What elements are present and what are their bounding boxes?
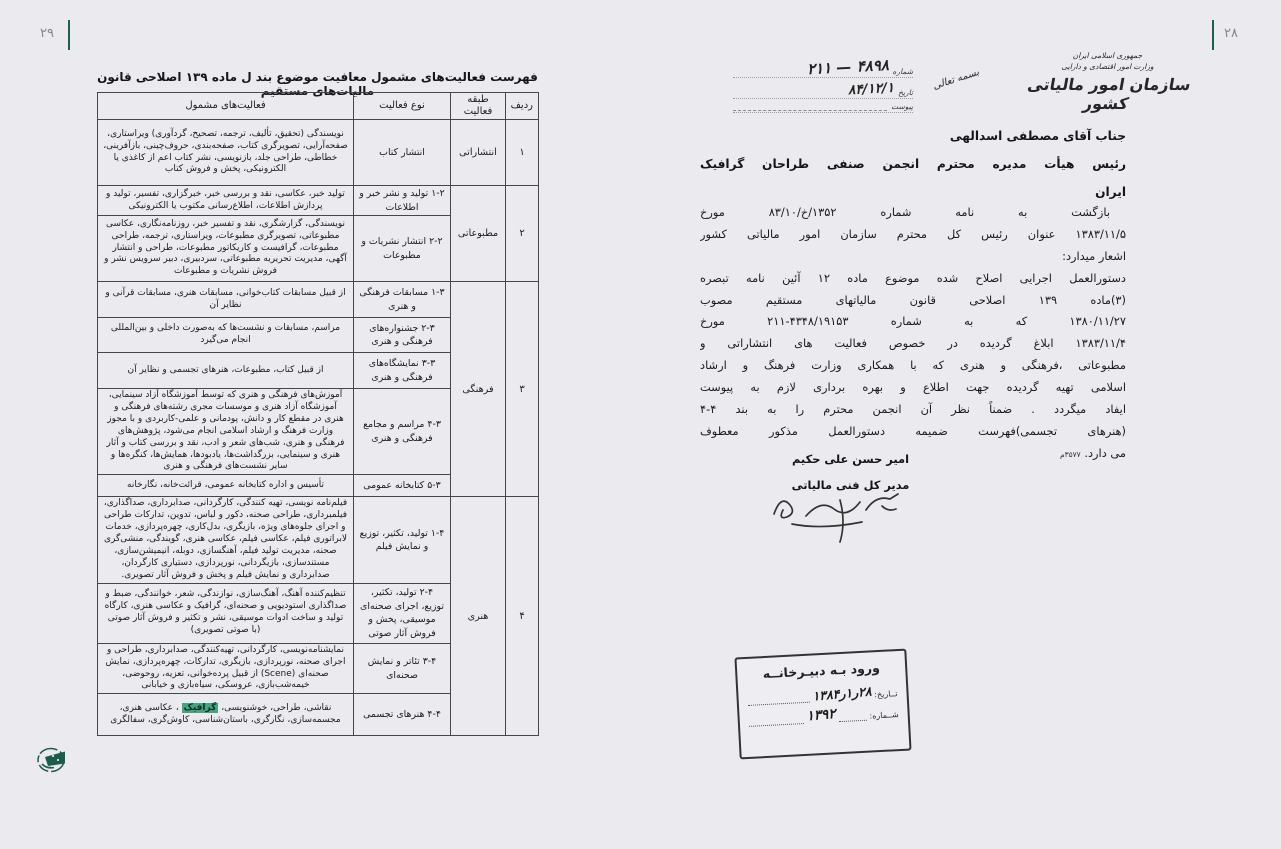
table-title: فهرست فعالیت‌های مشمول معافیت موضوع بند ل ماده ۱۳۹ اصلاحی قانون مالیات‌های مستقیم	[97, 70, 538, 98]
body-line: ایفاد میگردد . ضمناً نظر آن انجمن محترم را به بند ۴-۴	[700, 402, 1126, 417]
cell-category: فرهنگی	[451, 282, 506, 497]
margin-notation: ۳۵۷۷م	[1059, 449, 1081, 459]
stamp-date-row	[747, 683, 898, 706]
body-line	[700, 443, 1126, 465]
letterhead-organization: سازمان امور مالیاتی کشور	[1026, 75, 1193, 113]
cell-activities: مراسم، مسابقات و نشست‌ها که به‌صورت داخلی و بین‌المللی انجام می‌گیرد	[98, 318, 354, 353]
body-line: دستورالعمل اجرایی اصلاح شده موضوع ماده ۱۲ آئین نامه تبصره	[700, 270, 1126, 285]
body-line: اشعار میدارد:	[1062, 248, 1126, 263]
number-label: شماره	[892, 67, 913, 76]
type-number: ۱-۴	[430, 527, 445, 539]
body-text-part: می دارد.	[1084, 445, 1126, 460]
table-row	[98, 186, 539, 216]
cell-radif: ۴	[506, 497, 539, 736]
type-number: ۴-۳	[427, 419, 441, 431]
cell-category: مطبوعاتی	[451, 186, 506, 282]
besmeleh-calligraphy: بسمه تعالی	[931, 66, 981, 93]
body-line: ۱۳۸۳/۱۱/۴ ابلاغ گردیده در خصوص فعالیت های انتشاراتی و	[700, 336, 1126, 351]
cell-activities: آموزش‌های فرهنگی و هنری که توسط آموزشگاه آزاد سینمایی، آموزشگاه آزاد هنری و موسسات مجری رشته‌های فرهنگی و هنری در مقطع کار و دانش، پودمانی و علمی-کاربردی و با مجوز وزارت فرهنگ و ارشاد اسلامی انجام می‌شود، پژوهش‌های فرهنگی و هنری، شب‌های شعر و ادب، نقد و بررسی کتاب و آثار هنری و سینمایی، بزرگداشت‌ها، یادبودها، همایش‌ها، کنگره‌ها و سایر نشست‌های فرهنگی و هنری	[98, 389, 354, 475]
stamp-date-label: تــاریخ:	[874, 689, 898, 700]
type-title: جشنواره‌های فرهنگی و هنری	[369, 322, 433, 347]
cell-activities	[98, 694, 354, 736]
cell-radif: ۳	[506, 282, 539, 497]
cell-type	[354, 694, 451, 736]
stamp-title: ورود بـه دبیـرخانــه	[762, 659, 881, 682]
table-row	[98, 282, 539, 318]
dotted-line	[838, 714, 866, 722]
body-line: (هنرهای تجسمی)فهرست ضمیمه دستورالعمل مذکور معطوف	[700, 423, 1126, 438]
exemption-activities-table	[97, 92, 539, 736]
type-title: تولید، تکثیر، توزیع، اجرای صحنه‌ای موسیقی، پخش و فروش آثار صوتی	[360, 587, 444, 639]
left-page-number: ۲۹	[40, 26, 54, 41]
cell-activities: تنظیم‌کننده آهنگ، آهنگ‌سازی، نوازندگی، شعر، خوانندگی، ضبط و صداگذاری استودیویی و صحنه‌ای، گرافیک و عکاسی هنری، کارگاه تولید و ساخت ادوات موسیقی، نشر و تکثیر و فروش آثار صوتی (با صوتی تصویری)	[98, 583, 354, 643]
stamp-number-label: شــماره:	[869, 710, 899, 721]
cell-activities: نویسندگی (تحقیق، تألیف، ترجمه، تصحیح، گردآوری) ویراستاری، صفحه‌آرایی، تصویرگری کتاب، صفحه‌بندی، حروف‌چینی، بازآفرینی، خطاطی، طراحی جلد، بازنویسی، نشر کتاب اعم از کاغذی یا الکترونیکی، پخش و فروش کتاب	[98, 120, 354, 186]
letterhead	[1015, 50, 1200, 113]
publisher-logo-icon	[36, 744, 70, 778]
addressee-country: ایران	[1095, 185, 1126, 199]
date-label: تاریخ	[898, 88, 913, 97]
type-title: مسابقات فرهنگی و هنری	[359, 287, 429, 312]
signer-name: امیر حسن علی حکیم	[791, 452, 909, 466]
body-line: بازگشت به نامه شماره ۱۳۵۲/خ/۸۳/۱۰ مورخ	[700, 205, 1110, 219]
cell-type	[354, 475, 451, 497]
type-title: تولید و نشر خبر و اطلاعات	[359, 188, 429, 213]
letterhead-country: جمهوری اسلامی ایران	[1072, 51, 1143, 60]
reference-directive-number: ۲۱۱-۴۳۴۸/۱۹۱۵۳	[767, 314, 849, 329]
type-title: نمایشگاه‌های فرهنگی و هنری	[368, 358, 433, 383]
type-number: ۴-۴	[427, 709, 441, 721]
right-page-divider-bar	[1212, 20, 1214, 50]
body-line: مطبوعاتی ،فرهنگی و هنری که با همکاری وزارت فرهنگ و ارشاد	[700, 358, 1126, 373]
header-activities: فعالیت‌های مشمول	[98, 93, 354, 120]
cell-radif: ۱	[506, 120, 539, 186]
table-row	[98, 497, 539, 583]
cell-type	[354, 186, 451, 216]
addressee-block	[700, 122, 1126, 206]
header-category: طبقه فعالیت	[451, 93, 506, 120]
stamp-handwritten-date: ۲۸ر۱ر۱۳۸۴	[811, 683, 872, 704]
dotted-line	[749, 717, 804, 727]
type-number: ۱-۳	[431, 287, 445, 298]
type-number: ۵-۳	[427, 480, 441, 492]
stamp-handwritten-number: ۱۳۹۲	[805, 705, 837, 725]
cell-activities: تأسیس و اداره کتابخانه عمومی، قرائت‌خانه، نگارخانه	[98, 475, 354, 497]
type-number: ۲-۳	[421, 322, 435, 334]
cell-activities: نویسندگی، گزارشگری، نقد و تفسیر خبر، روزنامه‌نگاری، عکاسی مطبوعاتی، تصویرگری مطبوعات، ویراستاری، ترجمه، طراحی مطبوعات، گرافیست و کاریکاتور مطبوعات، طراحی و انتشار آگهی، مدیریت تحریریه مطبوعاتی، سردبیری، دبیر سرویس نشر و فروش نشریات و مطبوعات	[98, 216, 354, 282]
reference-number-row	[733, 55, 913, 79]
cell-category: هنری	[451, 497, 506, 736]
cell-activities: از قبیل مسابقات کتاب‌خوانی، مسابقات هنری، مسابقات قرآنی و نظایر آن	[98, 282, 354, 318]
dotted-line	[733, 105, 887, 111]
cell-activities: تولید خبر، عکاسی، نقد و بررسی خبر، خبرگزاری، تفسیر، تولید و پردازش اطلاعات، اطلاع‌رسانی مکتوب یا الکترونیکی	[98, 186, 354, 216]
reference-attachment-row	[733, 102, 913, 113]
graphic-highlight: گرافیک	[183, 702, 217, 713]
attachment-label: پیوست	[891, 102, 913, 111]
cell-type	[354, 216, 451, 282]
cell-type: انتشار کتاب	[354, 120, 451, 186]
body-text-part: ۱۳۸۰/۱۱/۲۷ که به شماره	[890, 314, 1126, 329]
reference-date-row	[733, 81, 913, 99]
secretariat-entry-stamp	[734, 649, 911, 760]
body-line	[700, 311, 1126, 333]
reference-block	[733, 55, 913, 116]
dotted-line	[748, 696, 810, 706]
type-title: کتابخانه عمومی	[363, 480, 425, 492]
left-page-divider-bar	[68, 20, 70, 50]
header-radif: ردیف	[506, 93, 539, 120]
handwritten-signature	[762, 480, 922, 548]
letterhead-ministry: وزارت امور اقتصادی و دارایی	[1061, 62, 1154, 71]
type-number: ۲-۲	[429, 236, 443, 247]
cell-activities: نمایشنامه‌نویسی، کارگردانی، تهیه‌کنندگی، صدابرداری، طراحی و اجرای صحنه، نورپردازی، بازیگری، تدارکات، چهره‌پردازی، نمایش صحنه‌ای (Scene) از قبیل پرده‌خوانی، تعزیه، روحوضی، خیمه‌شب‌بازی، عروسکی، سیاه‌بازی و خیابانی	[98, 643, 354, 694]
cell-type	[354, 643, 451, 694]
addressee-name: جناب آقای مصطفی اسدالهی	[949, 129, 1126, 143]
body-line: (۳)ماده ۱۳۹ اصلاحی قانون مالیاتهای مستقیم مصوب	[700, 292, 1126, 307]
body-line: اسلامی تهیه گردیده جهت اطلاع و بهره برداری لازم به پیوست	[700, 380, 1126, 395]
cell-activities: از قبیل کتاب، مطبوعات، هنرهای تجسمی و نظایر آن	[98, 353, 354, 389]
cell-type	[354, 282, 451, 318]
table-row	[98, 120, 539, 186]
cell-radif: ۲	[506, 186, 539, 282]
signer-title: مدیر کل فنی مالیاتی	[791, 478, 910, 492]
body-text-part: مورخ	[700, 314, 725, 329]
type-title: انتشار نشریات و مطبوعات	[361, 236, 427, 261]
cell-category: انتشاراتی	[451, 120, 506, 186]
activities-text: نقاشی، طراحی، خوشنویسی،	[218, 702, 332, 713]
activities-text: ، عکاسی هنری، مجسمه‌سازی، نگارگری، باستان‌شناسی، کاوش‌گری، سفالگری	[110, 702, 341, 725]
letter-body	[700, 202, 1126, 465]
handwritten-date: ۸۴/۱۲/۱	[847, 79, 895, 99]
type-title: تئاتر و نمایش صحنه‌ای	[367, 656, 420, 681]
type-number: ۲-۴	[419, 587, 434, 599]
cell-type	[354, 318, 451, 353]
cell-type	[354, 583, 451, 643]
table-header-row	[98, 93, 539, 120]
cell-activities: فیلم‌نامه نویسی، تهیه کنندگی، کارگردانی، صدابرداری، صداگذاری، فیلمبرداری، طراحی صحنه، دکور و لباس، تدوین، تدارکات طراحی و اجرای جلوه‌های ویژه، بازیگری، بدل‌کاری، چهره‌پردازی، خدمات لابراتوری فیلم، عکاسی فیلم، عکاسی هنری، گویندگی، منشی‌گری صحنه، مدیریت تولید فیلم، آهنگسازی، دوبله، انیمیشن‌سازی، مستندسازی، بازیگردانی، نورپردازی، دستیاری کارگردان، صدابرداری و نمایش فیلم و پخش و فروش آثار تصویری.	[98, 497, 354, 583]
cell-type	[354, 389, 451, 475]
dotted-line	[733, 71, 803, 76]
cell-type	[354, 353, 451, 389]
addressee-title: رئیس هیأت مدیره محترم انجمن صنفی طراحان گرافیک	[700, 157, 1126, 171]
right-page-number: ۲۸	[1224, 26, 1238, 41]
stamp-number-row	[748, 703, 899, 727]
body-line: ۱۳۸۳/۱۱/۵ عنوان رئیس کل محترم سازمان امور مالیاتی کشور	[700, 226, 1126, 241]
header-type: نوع فعالیت	[354, 93, 451, 120]
dotted-line	[733, 92, 844, 97]
type-title: تولید، تکثیر، توزیع و نمایش فیلم	[359, 527, 429, 553]
type-number: ۳-۳	[421, 358, 436, 369]
type-number: ۳-۴	[422, 656, 437, 667]
type-title: هنرهای تجسمی	[363, 709, 425, 721]
type-number: ۱-۲	[431, 188, 445, 199]
type-title: مراسم و مجامع فرهنگی و هنری	[363, 419, 433, 444]
handwritten-number: ۴۸۹۸ — ۲۱۱	[806, 55, 889, 79]
cell-type	[354, 497, 451, 583]
